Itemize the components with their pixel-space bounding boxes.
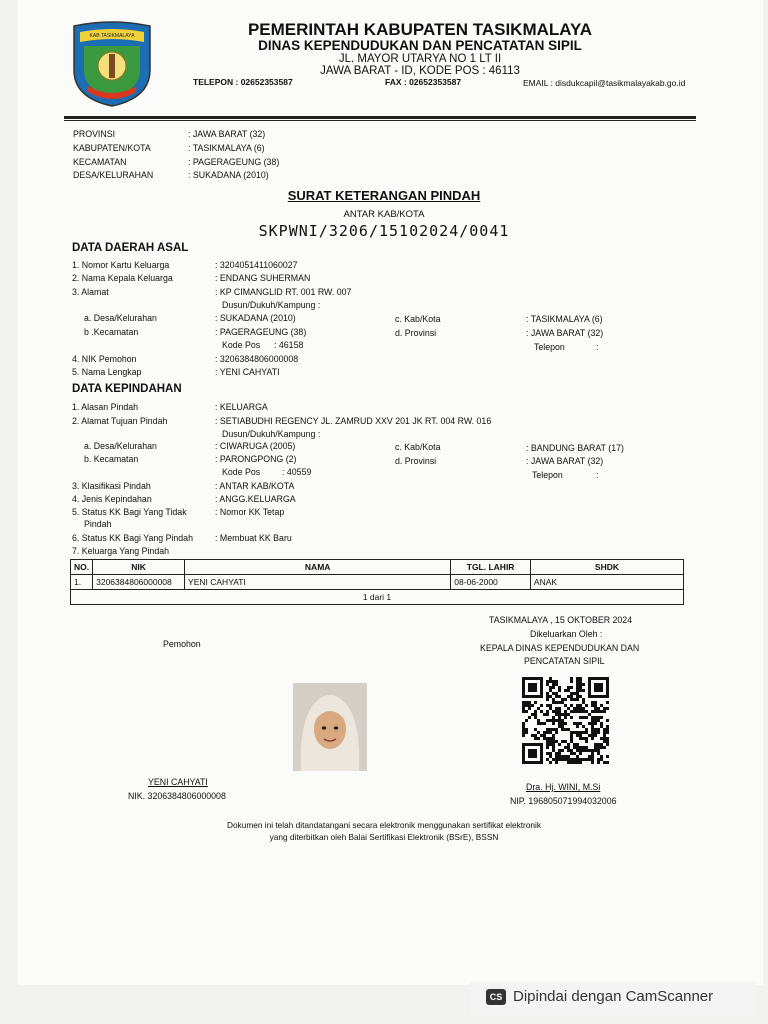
pindah-keluarga-label: 7. Keluarga Yang Pindah	[72, 546, 170, 556]
pindah-provinsi-value: : JAWA BARAT (32)	[526, 456, 604, 466]
svg-text:KAB TASIKMALAYA: KAB TASIKMALAYA	[89, 33, 135, 39]
pemohon-label: Pemohon	[163, 639, 201, 649]
pindah-telepon-label: Telepon	[532, 470, 563, 480]
asal-nik-value: : 3206384806000008	[215, 354, 299, 364]
pindah-status-tidak-label-2: Pindah	[84, 519, 112, 529]
asal-desa-value: : SUKADANA (2010)	[215, 313, 296, 323]
table-row	[71, 575, 684, 590]
pindah-status-tidak-label: 5. Status KK Bagi Yang Tidak	[72, 507, 187, 517]
header-divider-thin	[64, 120, 696, 121]
pindah-jenis-value: : ANGG.KELUARGA	[215, 494, 296, 504]
office-title-2: PENCATATAN SIPIL	[524, 656, 605, 666]
pindah-kabkota-label: c. Kab/Kota	[395, 442, 441, 452]
asal-nama-label: 5. Nama Lengkap	[72, 367, 142, 377]
table-page-count: 1 dari 1	[71, 590, 684, 605]
tasikmalaya-coat-of-arms-logo	[70, 20, 154, 108]
region-value-kabupaten: : TASIKMALAYA (6)	[188, 143, 265, 153]
asal-kodepos-value: : 46158	[274, 340, 304, 350]
official-name: Dra. Hj. WINI, M.Si	[526, 782, 601, 792]
asal-kecamatan-label: b .Kecamatan	[84, 327, 139, 337]
region-value-desa: : SUKADANA (2010)	[188, 170, 269, 180]
applicant-photo	[293, 683, 367, 771]
pindah-alasan-label: 1. Alasan Pindah	[72, 402, 139, 412]
asal-dusun-label: Dusun/Dukuh/Kampung :	[222, 300, 321, 310]
pemohon-name: YENI CAHYATI	[148, 777, 208, 787]
keluarga-table	[70, 559, 684, 605]
pindah-alamat-label: 2. Alamat Tujuan Pindah	[72, 416, 168, 426]
header-address: JL. MAYOR UTARYA NO 1 LT II	[338, 53, 502, 65]
pindah-desa-label: a. Desa/Kelurahan	[84, 441, 157, 451]
pindah-desa-value: : CIWARUGA (2005)	[215, 441, 296, 451]
pindah-jenis-label: 4. Jenis Kepindahan	[72, 494, 152, 504]
table-cell-tgl-lahir: 08-06-2000	[451, 575, 531, 590]
asal-kk-value: : 3204051411060027	[215, 260, 298, 270]
pindah-kodepos-label: Kode Pos	[222, 467, 261, 477]
pindah-provinsi-label: d. Provinsi	[395, 456, 437, 466]
table-header-no: NO.	[71, 560, 93, 575]
pindah-kecamatan-label: b. Kecamatan	[84, 454, 139, 464]
pindah-alamat-value: : SETIABUDHI REGENCY JL. ZAMRUD XXV 201 JK RT. 004 RW. 016	[215, 416, 492, 426]
asal-nama-value: : YENI CAHYATI	[215, 367, 280, 377]
pindah-kecamatan-value: : PARONGPONG (2)	[215, 454, 297, 464]
issued-by-label: Dikeluarkan Oleh :	[530, 629, 603, 639]
electronic-signature-note-1: Dokumen ini telah ditandatangani secara elektronik menggunakan sertifikat elektronik	[226, 820, 542, 830]
asal-kecamatan-value: : PAGERAGEUNG (38)	[215, 327, 307, 337]
asal-kabkota-value: : TASIKMALAYA (6)	[526, 314, 603, 324]
asal-kk-label: 1. Nomor Kartu Keluarga	[72, 260, 170, 270]
pindah-dusun-label: Dusun/Dukuh/Kampung :	[222, 429, 321, 439]
camscanner-label: Dipindai dengan CamScanner	[513, 988, 714, 1005]
section-heading-kepindahan: DATA KEPINDAHAN	[72, 383, 182, 395]
office-title-1: KEPALA DINAS KEPENDUDUKAN DAN	[480, 643, 640, 653]
region-label-kabupaten: KABUPATEN/KOTA	[73, 143, 151, 153]
document-title: SURAT KETERANGAN PINDAH	[287, 188, 481, 203]
asal-telepon-value: :	[596, 342, 599, 352]
header-telepon: TELEPON : 02652353587	[193, 77, 293, 87]
pindah-klasifikasi-label: 3. Klasifikasi Pindah	[72, 481, 151, 491]
table-cell-nama: YENI CAHYATI	[185, 575, 451, 590]
pindah-kodepos-value: : 40559	[282, 467, 312, 477]
asal-provinsi-value: : JAWA BARAT (32)	[526, 328, 604, 338]
asal-alamat-value: : KP CIMANGLID RT. 001 RW. 007	[215, 287, 352, 297]
asal-provinsi-label: d. Provinsi	[395, 328, 437, 338]
region-label-kecamatan: KECAMATAN	[73, 157, 127, 167]
official-nip: NIP. 196805071994032006	[510, 796, 617, 806]
table-header-shdk: SHDK	[530, 560, 683, 575]
pindah-klasifikasi-value: : ANTAR KAB/KOTA	[215, 481, 295, 491]
region-label-desa: DESA/KELURAHAN	[73, 170, 154, 180]
header-region: JAWA BARAT - ID, KODE POS : 46113	[320, 65, 520, 77]
asal-kepala-value: : ENDANG SUHERMAN	[215, 273, 311, 283]
asal-kabkota-label: c. Kab/Kota	[395, 314, 441, 324]
table-header-nik: NIK	[93, 560, 185, 575]
pindah-alasan-value: : KELUARGA	[215, 402, 268, 412]
asal-nik-label: 4. NIK Pemohon	[72, 354, 137, 364]
table-cell-no: 1.	[71, 575, 93, 590]
camscanner-logo-icon: CS	[486, 989, 506, 1005]
pemohon-nik: NIK. 3206384806000008	[128, 791, 226, 801]
pindah-kabkota-value: : BANDUNG BARAT (17)	[526, 443, 624, 453]
header-fax: FAX : 02652353587	[385, 77, 462, 87]
section-heading-asal: DATA DAERAH ASAL	[72, 242, 189, 254]
table-header-row	[71, 560, 684, 575]
table-header-nama: NAMA	[185, 560, 451, 575]
asal-telepon-label: Telepon	[534, 342, 565, 352]
place-date: TASIKMALAYA , 15 OKTOBER 2024	[489, 615, 633, 625]
region-value-provinsi: : JAWA BARAT (32)	[188, 129, 266, 139]
asal-desa-label: a. Desa/Kelurahan	[84, 313, 157, 323]
pindah-status-pindah-value: : Membuat KK Baru	[215, 533, 292, 543]
pindah-telepon-value: :	[596, 470, 599, 480]
table-cell-shdk: ANAK	[530, 575, 683, 590]
region-label-provinsi: PROVINSI	[73, 129, 116, 139]
region-value-kecamatan: : PAGERAGEUNG (38)	[188, 157, 280, 167]
table-header-tgl-lahir: TGL. LAHIR	[451, 560, 531, 575]
header-government: PEMERINTAH KABUPATEN TASIKMALAYA	[247, 20, 593, 39]
header-email: EMAIL : disdukcapil@tasikmalayakab.go.id	[523, 78, 686, 88]
asal-alamat-label: 3. Alamat	[72, 287, 109, 297]
document-subtitle: ANTAR KAB/KOTA	[343, 209, 425, 220]
pindah-status-tidak-value: : Nomor KK Tetap	[215, 507, 285, 517]
asal-kepala-label: 2. Nama Kepala Keluarga	[72, 273, 173, 283]
document-number: SKPWNI/3206/15102024/0041	[258, 222, 510, 240]
header-agency: DINAS KEPENDUDUKAN DAN PENCATATAN SIPIL	[258, 38, 582, 53]
header-divider	[64, 116, 696, 119]
electronic-signature-note-2: yang diterbitkan oleh Balai Sertifikasi Elektronik (BSrE), BSSN	[269, 832, 499, 842]
pindah-status-pindah-label: 6. Status KK Bagi Yang Pindah	[72, 533, 193, 543]
qr-code-icon	[520, 677, 612, 765]
asal-kodepos-label: Kode Pos	[222, 340, 261, 350]
table-cell-nik: 3206384806000008	[93, 575, 185, 590]
table-footer-row	[71, 590, 684, 605]
